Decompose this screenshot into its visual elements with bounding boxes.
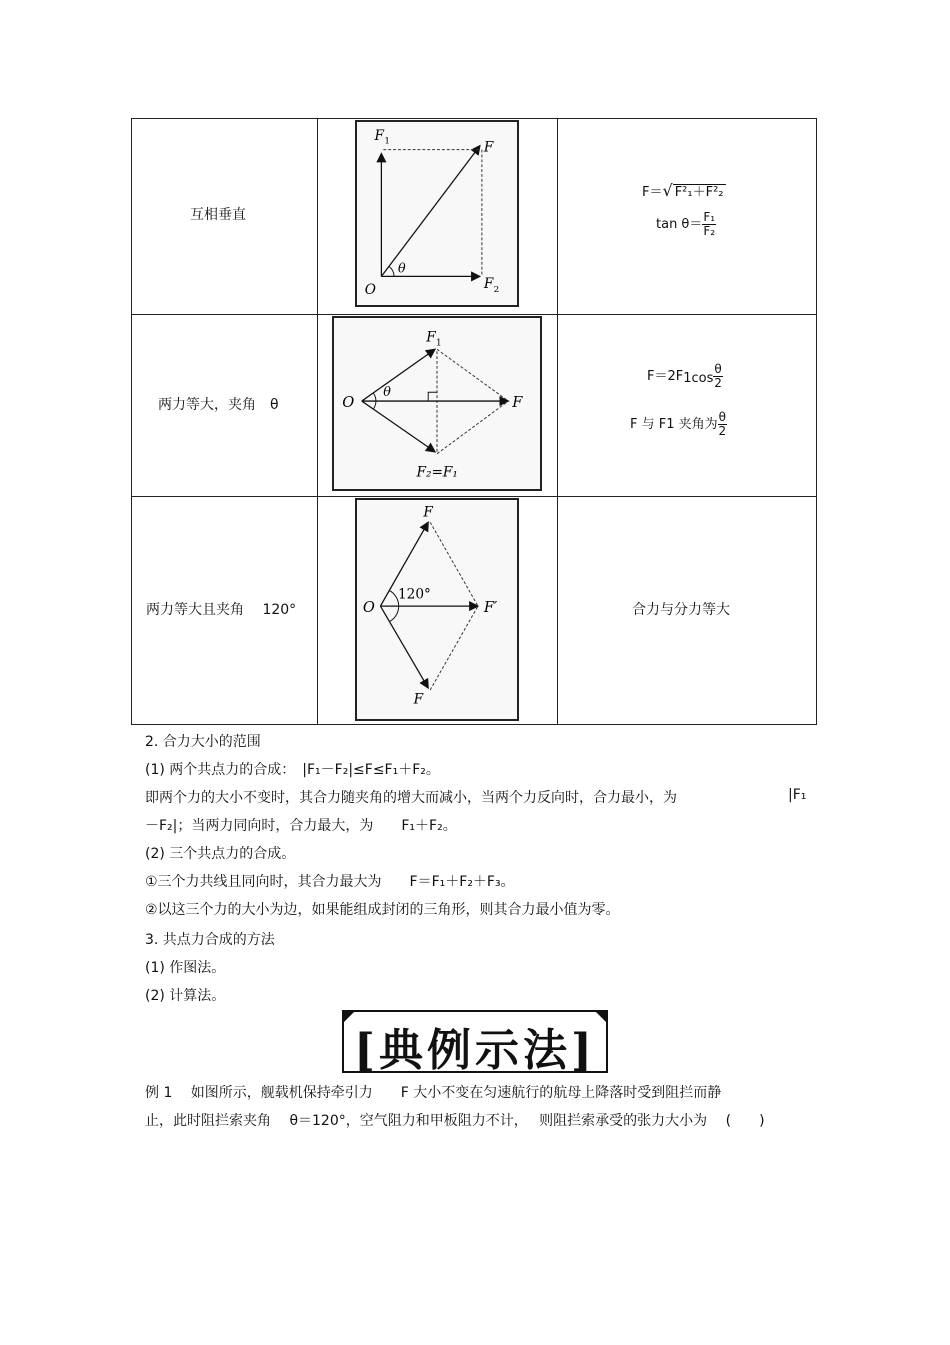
- formula-text: F 与 F: [630, 417, 667, 432]
- f1-label: F: [426, 329, 436, 346]
- dashed-edge: [437, 349, 508, 401]
- paragraph-calc-method: (2) 计算法。: [145, 988, 226, 1004]
- right-angle-mark: [428, 392, 437, 401]
- dashed-edge: [437, 401, 508, 454]
- formula-equal-120: 合力与分力等大: [632, 602, 730, 618]
- fraction-numerator: θ: [718, 410, 726, 424]
- fraction-numerator: F₁: [703, 210, 716, 224]
- dashed-edge: [430, 606, 478, 690]
- paragraph-graphic-method: (1) 作图法。: [145, 960, 226, 976]
- theta-label: θ: [397, 260, 406, 276]
- equal-forces-theta-figure: [332, 316, 542, 491]
- f-label: F: [512, 393, 523, 411]
- lower-force-arrow: [380, 606, 428, 688]
- table-row-divider: [132, 314, 816, 315]
- fraction-denominator: F₂: [703, 224, 716, 238]
- f-prime-label: F′: [483, 598, 498, 616]
- formula-perpendicular-tan: [656, 211, 716, 238]
- origin-label: O: [364, 281, 376, 298]
- paragraph-two-forces: (1) 两个共点力的合成： |F₁－F₂|≤F≤F₁＋F₂。: [145, 762, 440, 778]
- lower-f-label: F: [413, 691, 424, 708]
- table-col-divider: [317, 119, 318, 724]
- upper-f-label: F: [423, 504, 433, 521]
- paragraph-collinear: ①三个力共线且同向时，其合力最大为 F＝F₁＋F₂＋F₃。: [145, 874, 515, 890]
- f2-label: F: [483, 276, 494, 293]
- f2-sub: 2: [493, 285, 500, 296]
- case-label-120: 两力等大且夹角 120°: [146, 602, 297, 618]
- fraction-denominator: 2: [718, 424, 727, 438]
- formula-text: 1cos: [683, 371, 714, 386]
- table-row-divider: [132, 496, 816, 497]
- banner-title: [典例示法]: [354, 1025, 596, 1076]
- equal-forces-120-figure: [355, 498, 519, 721]
- f1-sub: 1: [436, 338, 442, 349]
- paragraph-three-forces: (2) 三个共点力的合成。: [145, 846, 296, 862]
- example-text-line1: 例 1 如图所示，舰载机保持牵引力 F 大小不变在匀速航行的航母上降落时受到阻拦而静: [145, 1085, 722, 1101]
- origin-label: O: [362, 598, 375, 616]
- perpendicular-forces-figure: [355, 120, 519, 307]
- formula-equal-theta-magnitude: [647, 363, 723, 390]
- f1-sub: 1: [384, 136, 390, 147]
- formula-equal-theta-angle: [630, 411, 727, 438]
- example-banner: [342, 1010, 608, 1076]
- paragraph-explanation-tail: |F₁: [788, 787, 807, 803]
- formula-perpendicular-magnitude: [642, 181, 726, 200]
- paragraph-triangle: ②以这三个力的大小为边，如果能组成封闭的三角形，则其合力最小值为零。: [145, 902, 620, 918]
- f2-arrow: [362, 401, 435, 452]
- f1-label: F: [374, 127, 385, 144]
- sqrt-content: F²₁＋F²₂: [674, 185, 724, 200]
- dashed-edge: [430, 522, 478, 606]
- origin-label: O: [342, 393, 355, 411]
- banner-corner-icon: [594, 1010, 608, 1024]
- paragraph-explanation-cont: －F₂|；当两力同向时，合力最大，为 F₁＋F₂。: [145, 818, 457, 834]
- section-heading-methods: 3. 共点力合成的方法: [145, 932, 275, 948]
- section-heading-range: 2. 合力大小的范围: [145, 734, 261, 750]
- case-label-equal-theta: 两力等大，夹角 θ: [158, 397, 279, 413]
- case-label-perpendicular: 互相垂直: [190, 207, 246, 223]
- formula-text: tan θ＝: [656, 217, 703, 232]
- sqrt-icon: √: [662, 181, 673, 200]
- fraction-numerator: θ: [714, 362, 722, 376]
- formula-text: F＝: [642, 185, 663, 200]
- angle-label: 120°: [397, 586, 431, 603]
- f-label: F: [483, 139, 494, 156]
- formula-text: F＝2F: [647, 369, 684, 384]
- resultant-arrow: [381, 146, 480, 277]
- force-composition-table: [131, 118, 817, 725]
- paragraph-explanation: 即两个力的大小不变时，其合力随夹角的增大而减小，当两个力反向时，合力最小，为: [145, 790, 677, 806]
- fraction: [702, 211, 716, 238]
- formula-text: 1 夹角为: [666, 417, 718, 432]
- f1-arrow: [362, 349, 435, 401]
- fraction: [718, 411, 727, 438]
- theta-arc: [389, 267, 394, 277]
- fraction: [713, 363, 722, 390]
- fraction-denominator: 2: [714, 376, 722, 390]
- bottom-label: F₂=F₁: [416, 464, 458, 481]
- banner-corner-icon: [342, 1010, 356, 1024]
- table-col-divider: [557, 119, 558, 724]
- theta-label: θ: [383, 384, 391, 400]
- example-text-line2: 止，此时阻拦索夹角 θ＝120°，空气阻力和甲板阻力不计， 则阻拦索承受的张力大小为 ( ): [145, 1113, 765, 1129]
